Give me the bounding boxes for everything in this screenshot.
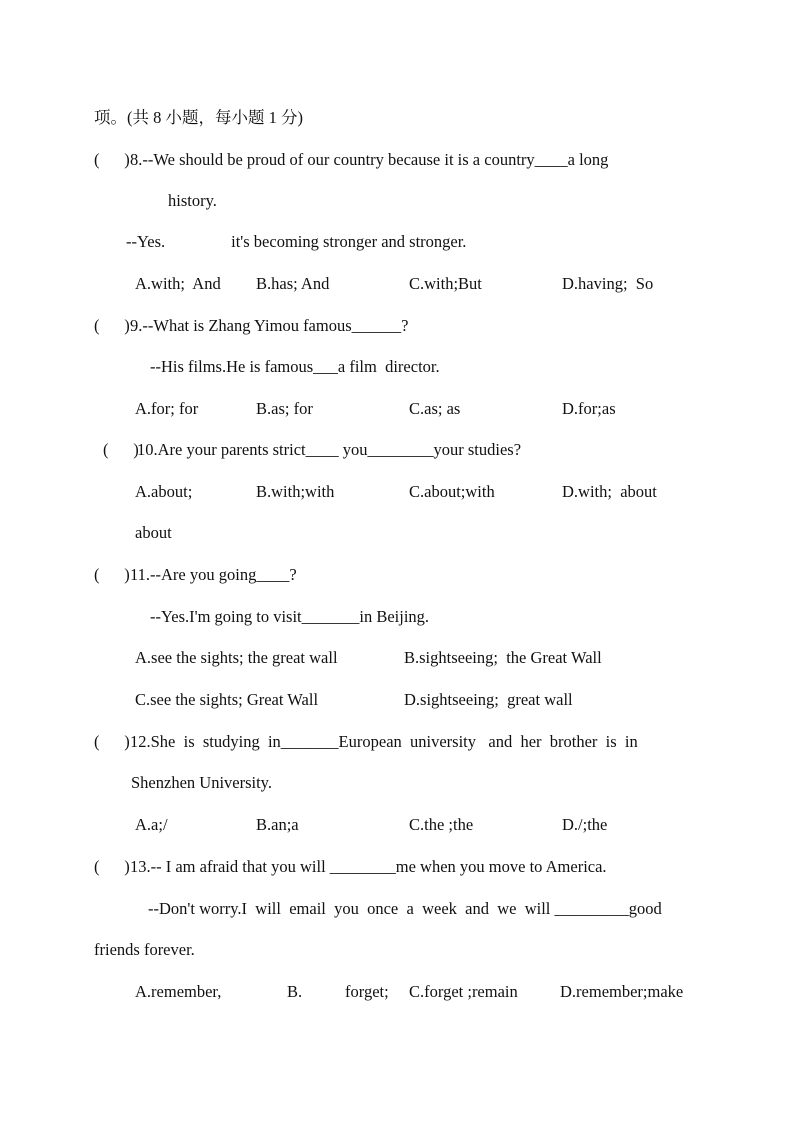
q9-option-c[interactable]: C.as; as	[409, 399, 461, 418]
q12-option-a[interactable]: A.a;/	[135, 815, 168, 834]
section-header: 项。(共 8 小题，每小题 1 分)	[94, 108, 303, 127]
q8-option-d[interactable]: D.having; So	[562, 274, 654, 293]
q13-option-b-text[interactable]: forget;	[345, 982, 389, 1001]
q9-answer-paren: ( )	[94, 316, 130, 335]
q8-stem-cont: history.	[168, 191, 217, 210]
q13-option-a[interactable]: A.remember,	[135, 982, 222, 1001]
q12-stem-cont: Shenzhen University.	[131, 773, 272, 792]
q8-reply: --Yes. it's becoming stronger and stronger.	[126, 232, 467, 251]
q10-option-b[interactable]: B.with;with	[256, 482, 335, 501]
q13-option-b[interactable]: B.	[287, 982, 303, 1001]
q11-option-c[interactable]: C.see the sights; Great Wall	[135, 690, 319, 709]
q8-option-b[interactable]: B.has; And	[256, 274, 330, 293]
q10-option-c[interactable]: C.about;with	[409, 482, 495, 501]
q13-answer-paren: ( )	[94, 857, 130, 876]
q11-answer-paren: ( )	[94, 565, 130, 584]
q13-stem: 13.-- I am afraid that you will ________me when you move to America.	[130, 857, 607, 876]
q12-stem: 12.She is studying in_______European university and her brother is in	[130, 732, 638, 751]
q13-option-c[interactable]: C.forget ;remain	[409, 982, 518, 1001]
q9-stem: 9.--What is Zhang Yimou famous______?	[130, 316, 409, 335]
q12-answer-paren: ( )	[94, 732, 130, 751]
q13-reply-cont: friends forever.	[94, 940, 195, 959]
q12-option-c[interactable]: C.the ;the	[409, 815, 474, 834]
q10-stem: 10.Are your parents strict____ you________your studies?	[137, 440, 522, 459]
q11-reply: --Yes.I'm going to visit_______in Beijing.	[150, 607, 430, 626]
q11-option-d[interactable]: D.sightseeing; great wall	[404, 690, 573, 709]
q9-reply: --His films.He is famous___a film director.	[150, 357, 440, 376]
q10-option-a[interactable]: A.about;	[135, 482, 193, 501]
q9-option-d[interactable]: D.for;as	[562, 399, 616, 418]
q13-option-d[interactable]: D.remember;make	[560, 982, 684, 1001]
q12-option-b[interactable]: B.an;a	[256, 815, 299, 834]
q13-reply: --Don't worry.I will email you once a week and we will _________good	[148, 899, 662, 918]
q10-answer-paren: ( )	[103, 440, 139, 459]
q8-option-c[interactable]: C.with;But	[409, 274, 482, 293]
q10-option-d[interactable]: D.with; about	[562, 482, 657, 501]
q8-stem: 8.--We should be proud of our country because it is a country____a long	[130, 150, 609, 169]
q10-option-cont: about	[135, 523, 172, 542]
q11-stem: 11.--Are you going____?	[130, 565, 297, 584]
q11-option-b[interactable]: B.sightseeing; the Great Wall	[404, 648, 602, 667]
q11-option-a[interactable]: A.see the sights; the great wall	[135, 648, 338, 667]
q8-option-a[interactable]: A.with; And	[135, 274, 221, 293]
q8-answer-paren: ( )	[94, 150, 130, 169]
q9-option-a[interactable]: A.for; for	[135, 399, 199, 418]
q9-option-b[interactable]: B.as; for	[256, 399, 313, 418]
q12-option-d[interactable]: D./;the	[562, 815, 608, 834]
